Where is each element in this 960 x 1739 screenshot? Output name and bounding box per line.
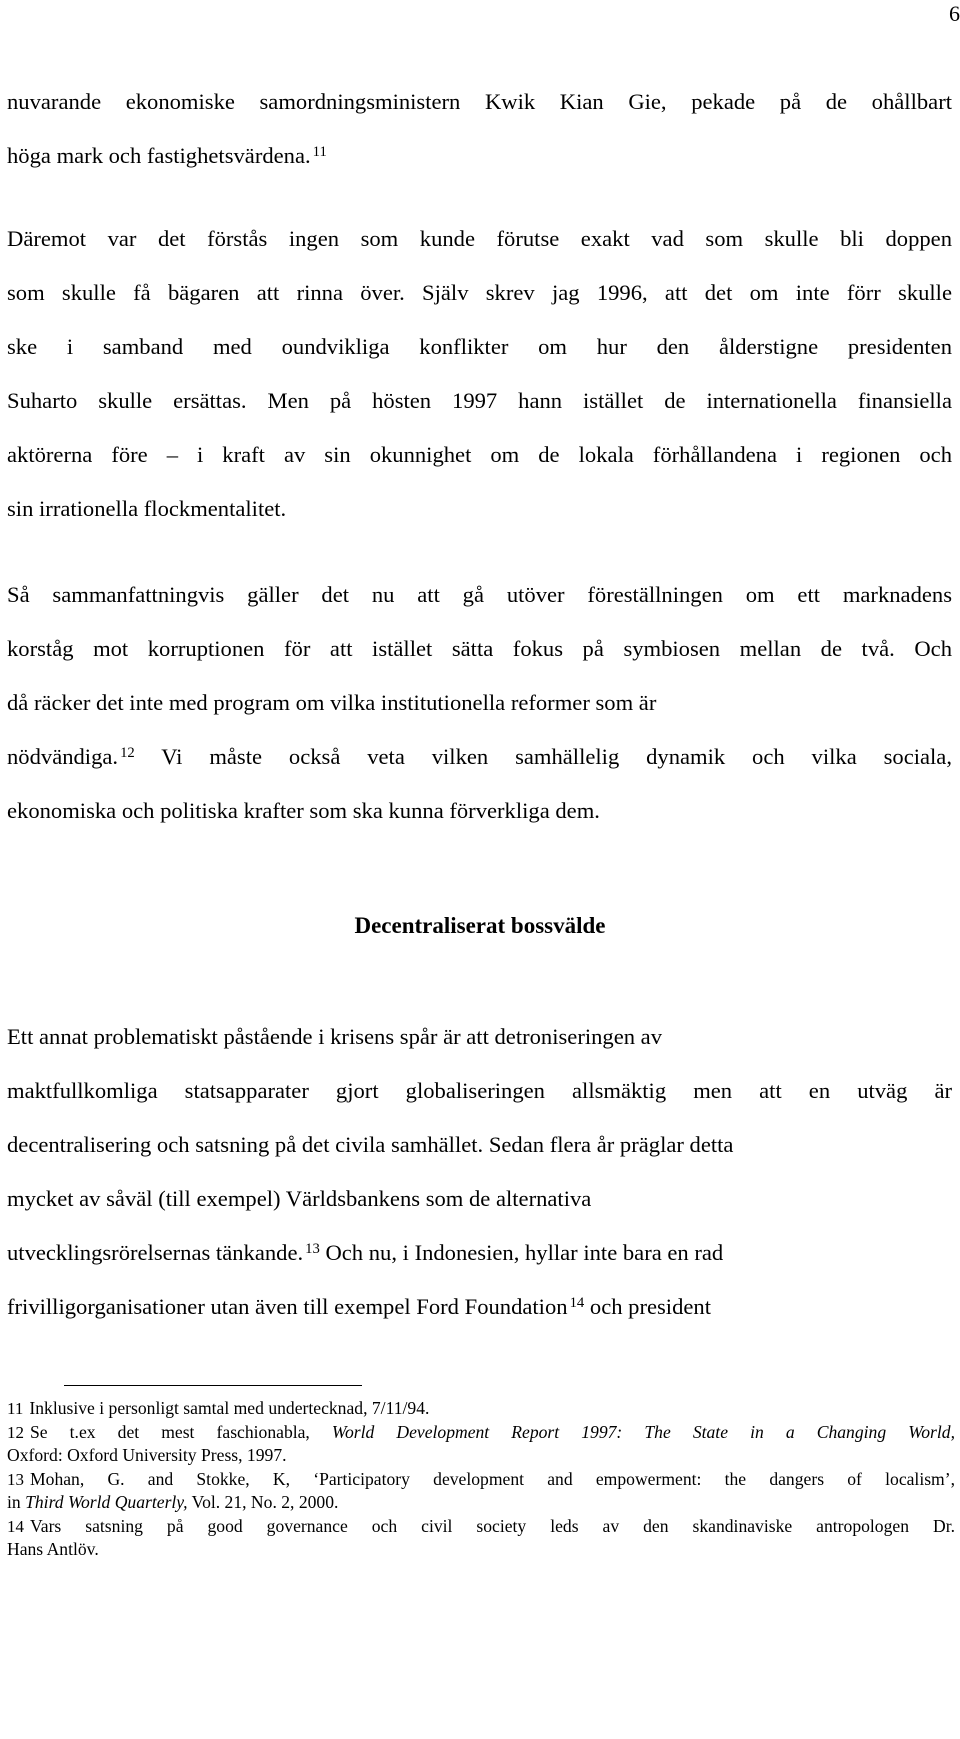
footnote-line (7, 1421, 955, 1445)
footnote-text: Se t.ex det mest faschionabla, (30, 1421, 332, 1442)
footnote-text: Mohan, G. and Stokke, K, ‘Participatory development and empowerment: the dangers of localism’, (30, 1468, 955, 1489)
paragraph-line: Däremot var det förstås ingen som kunde förutse exakt vad som skulle bli doppen (7, 226, 952, 251)
footnote-text: in (7, 1492, 26, 1512)
paragraph-line: aktörerna före – i kraft av sin okunnighet om de lokala förhållandena i regionen och (7, 442, 952, 467)
footnote-11 (7, 1397, 955, 1421)
paragraph-line: Ett annat problematiskt påstående i krisens spår är att detroniseringen av (7, 1024, 663, 1049)
paragraph-3 (7, 568, 952, 838)
paragraph-line: nuvarande ekonomiske samordningsministern Kwik Kian Gie, pekade på de ohållbart (7, 89, 952, 114)
footnote-ref: 12 (120, 745, 135, 761)
footnote-line (7, 1515, 955, 1539)
paragraph-4 (7, 1010, 952, 1334)
paragraph-line: sin irrationella flockmentalitet. (7, 496, 287, 521)
footnote-separator (64, 1385, 362, 1386)
footnote-number: 14 (7, 1516, 24, 1536)
footnote-13 (7, 1468, 955, 1515)
footnote-14 (7, 1515, 955, 1562)
paragraph-line (7, 129, 952, 183)
footnote-number: 11 (7, 1399, 24, 1418)
footnote-line (7, 1491, 955, 1515)
paragraph-text: utvecklingsrörelsernas tänkande. (7, 1240, 304, 1265)
paragraph-line: ske i samband med oundvikliga konflikter om hur den ålderstigne presidenten (7, 334, 952, 359)
footnote-ref: 13 (305, 1241, 320, 1257)
paragraph-line (7, 1280, 952, 1334)
section-heading: Decentraliserat bossvälde (354, 913, 606, 938)
paragraph-line: ekonomiska och politiska krafter som ska kunna förverkliga dem. (7, 798, 600, 823)
paragraph-text: Vi måste också veta vilken samhällelig dynamik och vilka sociala, (134, 744, 952, 769)
footnote-text: Vol. 21, No. 2, 2000. (187, 1492, 339, 1512)
footnote-line: Oxford: Oxford University Press, 1997. (7, 1445, 287, 1465)
footnote-ref: 11 (312, 144, 327, 160)
paragraph-line: mycket av såväl (till exempel) Världsbankens som de alternativa (7, 1186, 592, 1211)
footnote-line (7, 1397, 955, 1421)
footnote-text: Vars satsning på good governance och civil society leds av den skandinaviske antropologen Dr. (30, 1515, 955, 1536)
footnote-12 (7, 1421, 955, 1468)
paragraph-line: då räcker det inte med program om vilka institutionella reformer som är (7, 690, 657, 715)
paragraph-text: och president (584, 1294, 711, 1319)
footnotes (7, 1397, 955, 1562)
paragraph-text: Och nu, i Indonesien, hyllar inte bara en rad (319, 1240, 724, 1265)
paragraph-line: Så sammanfattningvis gäller det nu att gå utöver föreställningen om ett marknadens (7, 582, 952, 607)
paragraph-line: Suharto skulle ersättas. Men på hösten 1997 hann istället de internationella finansiella (7, 388, 952, 413)
paragraph-line: decentralisering och satsning på det civila samhället. Sedan flera år präglar detta (7, 1132, 734, 1157)
paragraph-line: korståg mot korruptionen för att istället sätta fokus på symbiosen mellan de två. Och (7, 636, 952, 661)
footnote-text: Inklusive i personligt samtal med undertecknad, 7/11/94. (29, 1398, 430, 1418)
footnote-number: 13 (7, 1469, 24, 1489)
footnote-title: World Development Report 1997: The State in a Changing World, (331, 1421, 955, 1442)
footnote-line: Hans Antlöv. (7, 1539, 99, 1559)
paragraph-line (7, 730, 952, 784)
footnote-journal: Third World Quarterly, (25, 1492, 188, 1512)
paragraph-line: maktfullkomliga statsapparater gjort globaliseringen allsmäktig men att en utväg är (7, 1078, 952, 1103)
footnote-line (7, 1468, 955, 1492)
paragraph-line: som skulle få bägaren att rinna över. Själv skrev jag 1996, att det om inte förr skulle (7, 280, 952, 305)
footnote-number: 12 (7, 1422, 24, 1442)
paragraph-text: nödvändiga. (7, 744, 119, 769)
paragraph-text: höga mark och fastighetsvärdena. (7, 143, 311, 168)
page-number: 6 (949, 1, 960, 26)
paragraph-1 (7, 75, 952, 183)
paragraph-text: frivilligorganisationer utan även till exempel Ford Foundation (7, 1294, 568, 1319)
paragraph-line (7, 1226, 952, 1280)
paragraph-2 (7, 212, 952, 536)
footnote-ref: 14 (569, 1295, 585, 1311)
